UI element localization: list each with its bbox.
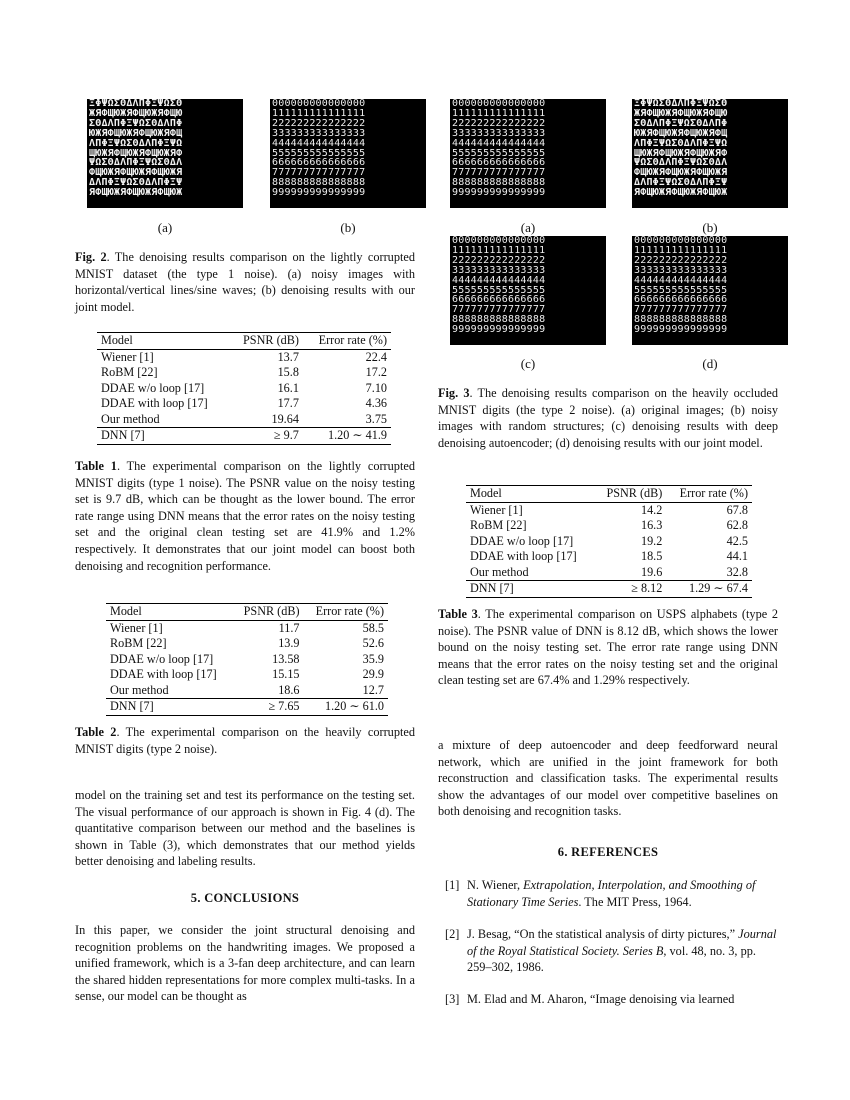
table-cell: 58.5	[362, 620, 384, 635]
reference-title: Extrapolation, Interpolation, and Smoothing of Stationary Time Series	[467, 878, 756, 909]
glyph-row: 000000000000000	[634, 236, 728, 246]
table-cell: Error rate (%)	[303, 333, 391, 350]
fig3c-dda-image	[450, 236, 606, 345]
table-cell: 18.5	[640, 549, 663, 563]
table-cell: 13.7	[277, 349, 299, 364]
table-row	[97, 396, 391, 412]
table3	[466, 485, 752, 598]
glyph-row: ΛΠΦΞΨΩΣΘΔΛΠΦΞΨΩ	[89, 138, 183, 149]
table-cell: Model	[106, 604, 233, 621]
table-cell: 13.58	[272, 651, 300, 666]
table-row	[97, 365, 391, 381]
table-cell: 15.8	[277, 365, 299, 379]
table-row	[106, 683, 388, 699]
reference-number: [1]	[445, 878, 460, 892]
fig2-caption	[75, 249, 415, 315]
table-cell: Our method	[470, 564, 529, 579]
left-body-paragraph: model on the training set and test its performance on the testing set. The visual performance of our approach is shown in Fig. 4 (d). The quantitative comparison between our method and the baselines is shown in Table (3), which demonstrates that our method yields better denoising and labeling results.	[75, 788, 415, 869]
table-cell: 62.8	[726, 518, 748, 532]
fig2b-label: (b)	[340, 220, 356, 235]
table-cell: RoBM [22]	[110, 636, 167, 650]
glyph-row: 666666666666666	[272, 158, 366, 169]
glyph-row: 555555555555555	[272, 148, 366, 159]
glyph-row: 777777777777777	[272, 168, 366, 179]
table-row	[97, 412, 391, 428]
glyph-row: ЮЖЯФЩЮЖЯФЩЮЖЯФЩ	[634, 128, 728, 139]
reference-item	[445, 926, 778, 976]
table-cell: DNN [7]	[97, 428, 229, 445]
fig3b-label: (b)	[702, 220, 718, 235]
glyph-row: 888888888888888	[272, 178, 366, 189]
glyph-row: ЖЯФЩЮЖЯФЩЮЖЯФЩЮ	[634, 108, 728, 119]
table-row	[106, 699, 388, 716]
glyph-row: 555555555555555	[452, 285, 546, 296]
fig3d-label: (d)	[702, 356, 718, 371]
glyph-row: 111111111111111	[272, 108, 366, 119]
table-cell: 1.20 ∼ 41.9	[303, 428, 391, 445]
table-cell: 16.1	[277, 380, 299, 395]
table-cell: DDAE w/o loop [17]	[110, 651, 214, 666]
fig3-caption	[438, 385, 778, 451]
glyph-row: 333333333333333	[452, 128, 546, 139]
table-cell: 67.8	[726, 502, 748, 517]
reference-authors: J. Besag, “On the statistical analysis of dirty pictures,”	[467, 927, 739, 941]
table-cell: 3.75	[365, 411, 387, 426]
table-cell: 12.7	[362, 682, 384, 697]
glyph-row: 999999999999999	[452, 188, 546, 199]
fig2-caption-label: Fig. 2	[75, 250, 107, 264]
reference-text	[467, 877, 778, 910]
fig2a-noisy-image	[87, 99, 243, 208]
glyph-row: ΞΦΨΩΣΘΔΛΠΦΞΨΩΣΘ	[634, 99, 728, 109]
glyph-row: 333333333333333	[634, 265, 728, 276]
table-cell: 17.7	[277, 396, 299, 410]
fig3-caption-label: Fig. 3	[438, 386, 470, 400]
table-cell: DDAE with loop [17]	[470, 549, 577, 563]
table-cell: DNN [7]	[106, 699, 233, 716]
table-cell: 35.9	[362, 651, 384, 666]
glyph-row: ΞΦΨΩΣΘΔΛΠΦΞΨΩΣΘ	[89, 99, 183, 109]
glyph-row: ΔΛΠΦΞΨΩΣΘΔΛΠΦΞΨ	[89, 178, 183, 189]
table-cell: PSNR (dB)	[233, 604, 304, 621]
table-row	[466, 581, 752, 598]
reference-authors: N. Wiener,	[467, 878, 524, 892]
glyph-row: 333333333333333	[272, 128, 366, 139]
table-cell: 22.4	[365, 349, 387, 364]
glyph-row: 666666666666666	[452, 158, 546, 169]
glyph-row: 666666666666666	[634, 295, 728, 306]
reference-details: . The MIT Press, 1964.	[578, 894, 692, 909]
glyph-row: ЩЮЖЯФЩЮЖЯФЩЮЖЯФ	[634, 148, 728, 159]
glyph-row: ΣΘΔΛΠΦΞΨΩΣΘΔΛΠΦ	[89, 118, 183, 129]
glyph-row: ΛΠΦΞΨΩΣΘΔΛΠΦΞΨΩ	[634, 138, 728, 149]
glyph-row: 444444444444444	[452, 138, 546, 149]
table1-caption-text: . The experimental comparison on the lightly corrupted MNIST digits (type 1 noise). The PSNR value on the noisy testing set is 9.7 dB, which can be thought as the lower bound. The error rate range using DNN means that the error rates on the noisy testing set and the original clean testing set are 41.9% and 1.2% respectively. It demonstrates that our joint model can boost both denoising and recognition performance.	[75, 459, 415, 573]
table-cell: 14.2	[640, 502, 663, 517]
table-cell: 19.64	[271, 411, 299, 426]
table-header-row	[97, 333, 391, 350]
reference-number: [2]	[445, 927, 460, 941]
table-cell: DDAE with loop [17]	[110, 667, 217, 681]
glyph-row: ФЩЮЖЯФЩЮЖЯФЩЮЖЯ	[634, 168, 728, 179]
glyph-row: ЩЮЖЯФЩЮЖЯФЩЮЖЯФ	[89, 148, 183, 159]
table-cell: 4.36	[365, 396, 387, 410]
table1-caption	[75, 458, 415, 574]
table2	[106, 603, 388, 716]
glyph-row: 888888888888888	[452, 178, 546, 189]
conclusions-heading: 5. CONCLUSIONS	[190, 891, 300, 905]
glyph-grid	[450, 236, 606, 335]
table-cell: Wiener [1]	[470, 502, 523, 517]
table-cell: 44.1	[726, 549, 748, 563]
glyph-row: 111111111111111	[634, 245, 728, 256]
table-cell: 29.9	[362, 667, 384, 681]
glyph-row: 000000000000000	[452, 99, 546, 109]
glyph-row: 222222222222222	[452, 255, 546, 266]
table-row	[97, 349, 391, 365]
table-cell: RoBM [22]	[470, 518, 527, 532]
table-row	[466, 565, 752, 581]
glyph-row: 777777777777777	[634, 305, 728, 316]
table-row	[466, 502, 752, 518]
conclusions-text: In this paper, we consider the joint structural denoising and recognition problems on the handwriting images. We proposed a unified framework, which is a 3-fan deep architecture, and can learn the shared hidden representations for more complex multi-tasks. In a sense, our model can be thought as	[75, 923, 415, 1004]
table-cell: 1.20 ∼ 61.0	[304, 699, 388, 716]
glyph-row: ΔΛΠΦΞΨΩΣΘΔΛΠΦΞΨ	[634, 178, 728, 189]
table-cell: Error rate (%)	[304, 604, 388, 621]
glyph-row: ΣΘΔΛΠΦΞΨΩΣΘΔΛΠΦ	[634, 118, 728, 129]
table-cell: 13.9	[278, 636, 300, 650]
glyph-row: 888888888888888	[634, 315, 728, 326]
table-cell: 7.10	[365, 380, 387, 395]
glyph-row: ЮЖЯФЩЮЖЯФЩЮЖЯФЩ	[89, 128, 183, 139]
table-cell: DDAE w/o loop [17]	[101, 380, 205, 395]
table-cell: 16.3	[640, 518, 663, 532]
table-cell: 32.8	[726, 564, 748, 579]
glyph-row: 000000000000000	[272, 99, 366, 109]
table-row	[466, 549, 752, 565]
table1-caption-label: Table 1	[75, 459, 117, 473]
glyph-row: 555555555555555	[452, 148, 546, 159]
glyph-row: ЖЯФЩЮЖЯФЩЮЖЯФЩЮ	[89, 108, 183, 119]
table-row	[106, 636, 388, 652]
table-cell: DNN [7]	[466, 581, 595, 598]
reference-authors: M. Elad and M. Aharon, “Image denoising via learned	[467, 992, 735, 1006]
table-cell: DDAE w/o loop [17]	[470, 533, 574, 548]
fig3a-label: (a)	[520, 220, 536, 235]
glyph-grid	[450, 99, 606, 198]
glyph-row: 444444444444444	[452, 275, 546, 286]
glyph-row: 222222222222222	[452, 118, 546, 129]
reference-text	[467, 926, 778, 976]
table3-caption-text: . The experimental comparison on USPS alphabets (type 2 noise). The PSNR value of DNN is 8.12 dB, which shows the lower bound on the noisy testing set. The error rate range using DNN means that the error rates on the noisy testing set and the original clean testing set are 67.4% and 1.29% respectively.	[438, 607, 778, 688]
glyph-grid	[632, 99, 788, 198]
glyph-row: 222222222222222	[272, 118, 366, 129]
right-body-paragraph: a mixture of deep autoencoder and deep feedforward neural network, which are unified in the joint framework for both reconstruction and classification tasks. The experimental results show the advantages of our model over competitive baselines on both denoising and recognition tasks.	[438, 738, 778, 819]
table-header-row	[466, 486, 752, 503]
glyph-row: 999999999999999	[452, 325, 546, 336]
table-cell: Wiener [1]	[101, 349, 154, 364]
glyph-grid	[87, 99, 243, 198]
reference-details: , vol. 48, no. 3, pp. 259–302, 1986.	[467, 943, 756, 975]
table-cell: PSNR (dB)	[229, 333, 303, 350]
table-row	[466, 534, 752, 550]
table-row	[97, 381, 391, 397]
glyph-row: 111111111111111	[452, 245, 546, 256]
table-cell: Model	[97, 333, 229, 350]
table-row	[106, 652, 388, 668]
reference-text	[467, 991, 778, 1008]
table-cell: 19.6	[640, 564, 663, 579]
table-cell: 15.15	[272, 667, 300, 681]
glyph-row: 999999999999999	[272, 188, 366, 199]
reference-item	[445, 877, 778, 910]
glyph-row: 444444444444444	[272, 138, 366, 149]
glyph-row: 777777777777777	[452, 305, 546, 316]
table2-caption-label: Table 2	[75, 725, 117, 739]
table-cell: RoBM [22]	[101, 365, 158, 379]
table-cell: 19.2	[640, 533, 663, 548]
table-cell: 42.5	[726, 533, 748, 548]
reference-number: [3]	[445, 992, 460, 1006]
reference-item	[445, 991, 778, 1008]
fig2b-denoised-image	[270, 99, 426, 208]
table-header-row	[106, 604, 388, 621]
table2-caption	[75, 724, 415, 757]
glyph-row: ΨΩΣΘΔΛΠΦΞΨΩΣΘΔΛ	[634, 158, 728, 169]
glyph-row: 000000000000000	[452, 236, 546, 246]
fig3b-noisy-image	[632, 99, 788, 208]
table-cell: Error rate (%)	[666, 486, 752, 503]
table-cell: ≥ 7.65	[233, 699, 304, 716]
table-row	[466, 518, 752, 534]
fig3d-joint-image	[632, 236, 788, 345]
fig3a-original-image	[450, 99, 606, 208]
table1	[97, 332, 391, 445]
glyph-row: 444444444444444	[634, 275, 728, 286]
glyph-row: 888888888888888	[452, 315, 546, 326]
glyph-row: 111111111111111	[452, 108, 546, 119]
fig2-caption-text: . The denoising results comparison on the lightly corrupted MNIST dataset (the type 1 noise). (a) noisy images with horizontal/vertical lines/sine waves; (b) denoising results with our joint model.	[75, 250, 416, 314]
table-cell: 52.6	[362, 636, 384, 650]
table-cell: 18.6	[278, 682, 300, 697]
fig3-caption-text: . The denoising results comparison on the heavily occluded MNIST digits (the type 2 noise). (a) original images; (b) noisy images with random structures; (c) denoising results with deep denoising autoencoder; (d) denoising results with our joint model.	[438, 386, 778, 450]
glyph-row: 999999999999999	[634, 325, 728, 336]
fig2a-label: (a)	[157, 220, 173, 235]
table-cell: DDAE with loop [17]	[101, 396, 208, 410]
table2-caption-text: . The experimental comparison on the heavily corrupted MNIST digits (type 2 noise).	[75, 725, 415, 756]
reference-title: Journal of the Royal Statistical Society. Series B	[467, 927, 777, 958]
fig3c-label: (c)	[520, 356, 536, 371]
table-cell: Model	[466, 486, 595, 503]
glyph-grid	[632, 236, 788, 335]
glyph-row: 666666666666666	[452, 295, 546, 306]
table-cell: Our method	[101, 411, 160, 426]
glyph-row: ЯФЩЮЖЯФЩЮЖЯФЩЮЖ	[634, 188, 728, 199]
references-heading: 6. REFERENCES	[557, 845, 659, 859]
glyph-grid	[270, 99, 426, 198]
glyph-row: 777777777777777	[452, 168, 546, 179]
table3-caption	[438, 606, 778, 689]
table-cell: ≥ 9.7	[229, 428, 303, 445]
table-cell: ≥ 8.12	[595, 581, 667, 598]
table-row	[97, 428, 391, 445]
table-cell: 17.2	[365, 365, 387, 379]
glyph-row: ΨΩΣΘΔΛΠΦΞΨΩΣΘΔΛ	[89, 158, 183, 169]
glyph-row: ФЩЮЖЯФЩЮЖЯФЩЮЖЯ	[89, 168, 183, 179]
table-cell: Our method	[110, 682, 169, 697]
table-row	[106, 667, 388, 683]
glyph-row: 555555555555555	[634, 285, 728, 296]
table3-caption-label: Table 3	[438, 607, 478, 621]
table-cell: PSNR (dB)	[595, 486, 667, 503]
table-cell: 11.7	[278, 620, 300, 635]
glyph-row: ЯФЩЮЖЯФЩЮЖЯФЩЮЖ	[89, 188, 183, 199]
glyph-row: 222222222222222	[634, 255, 728, 266]
table-cell: Wiener [1]	[110, 620, 163, 635]
table-cell: 1.29 ∼ 67.4	[666, 581, 752, 598]
glyph-row: 333333333333333	[452, 265, 546, 276]
table-row	[106, 620, 388, 636]
